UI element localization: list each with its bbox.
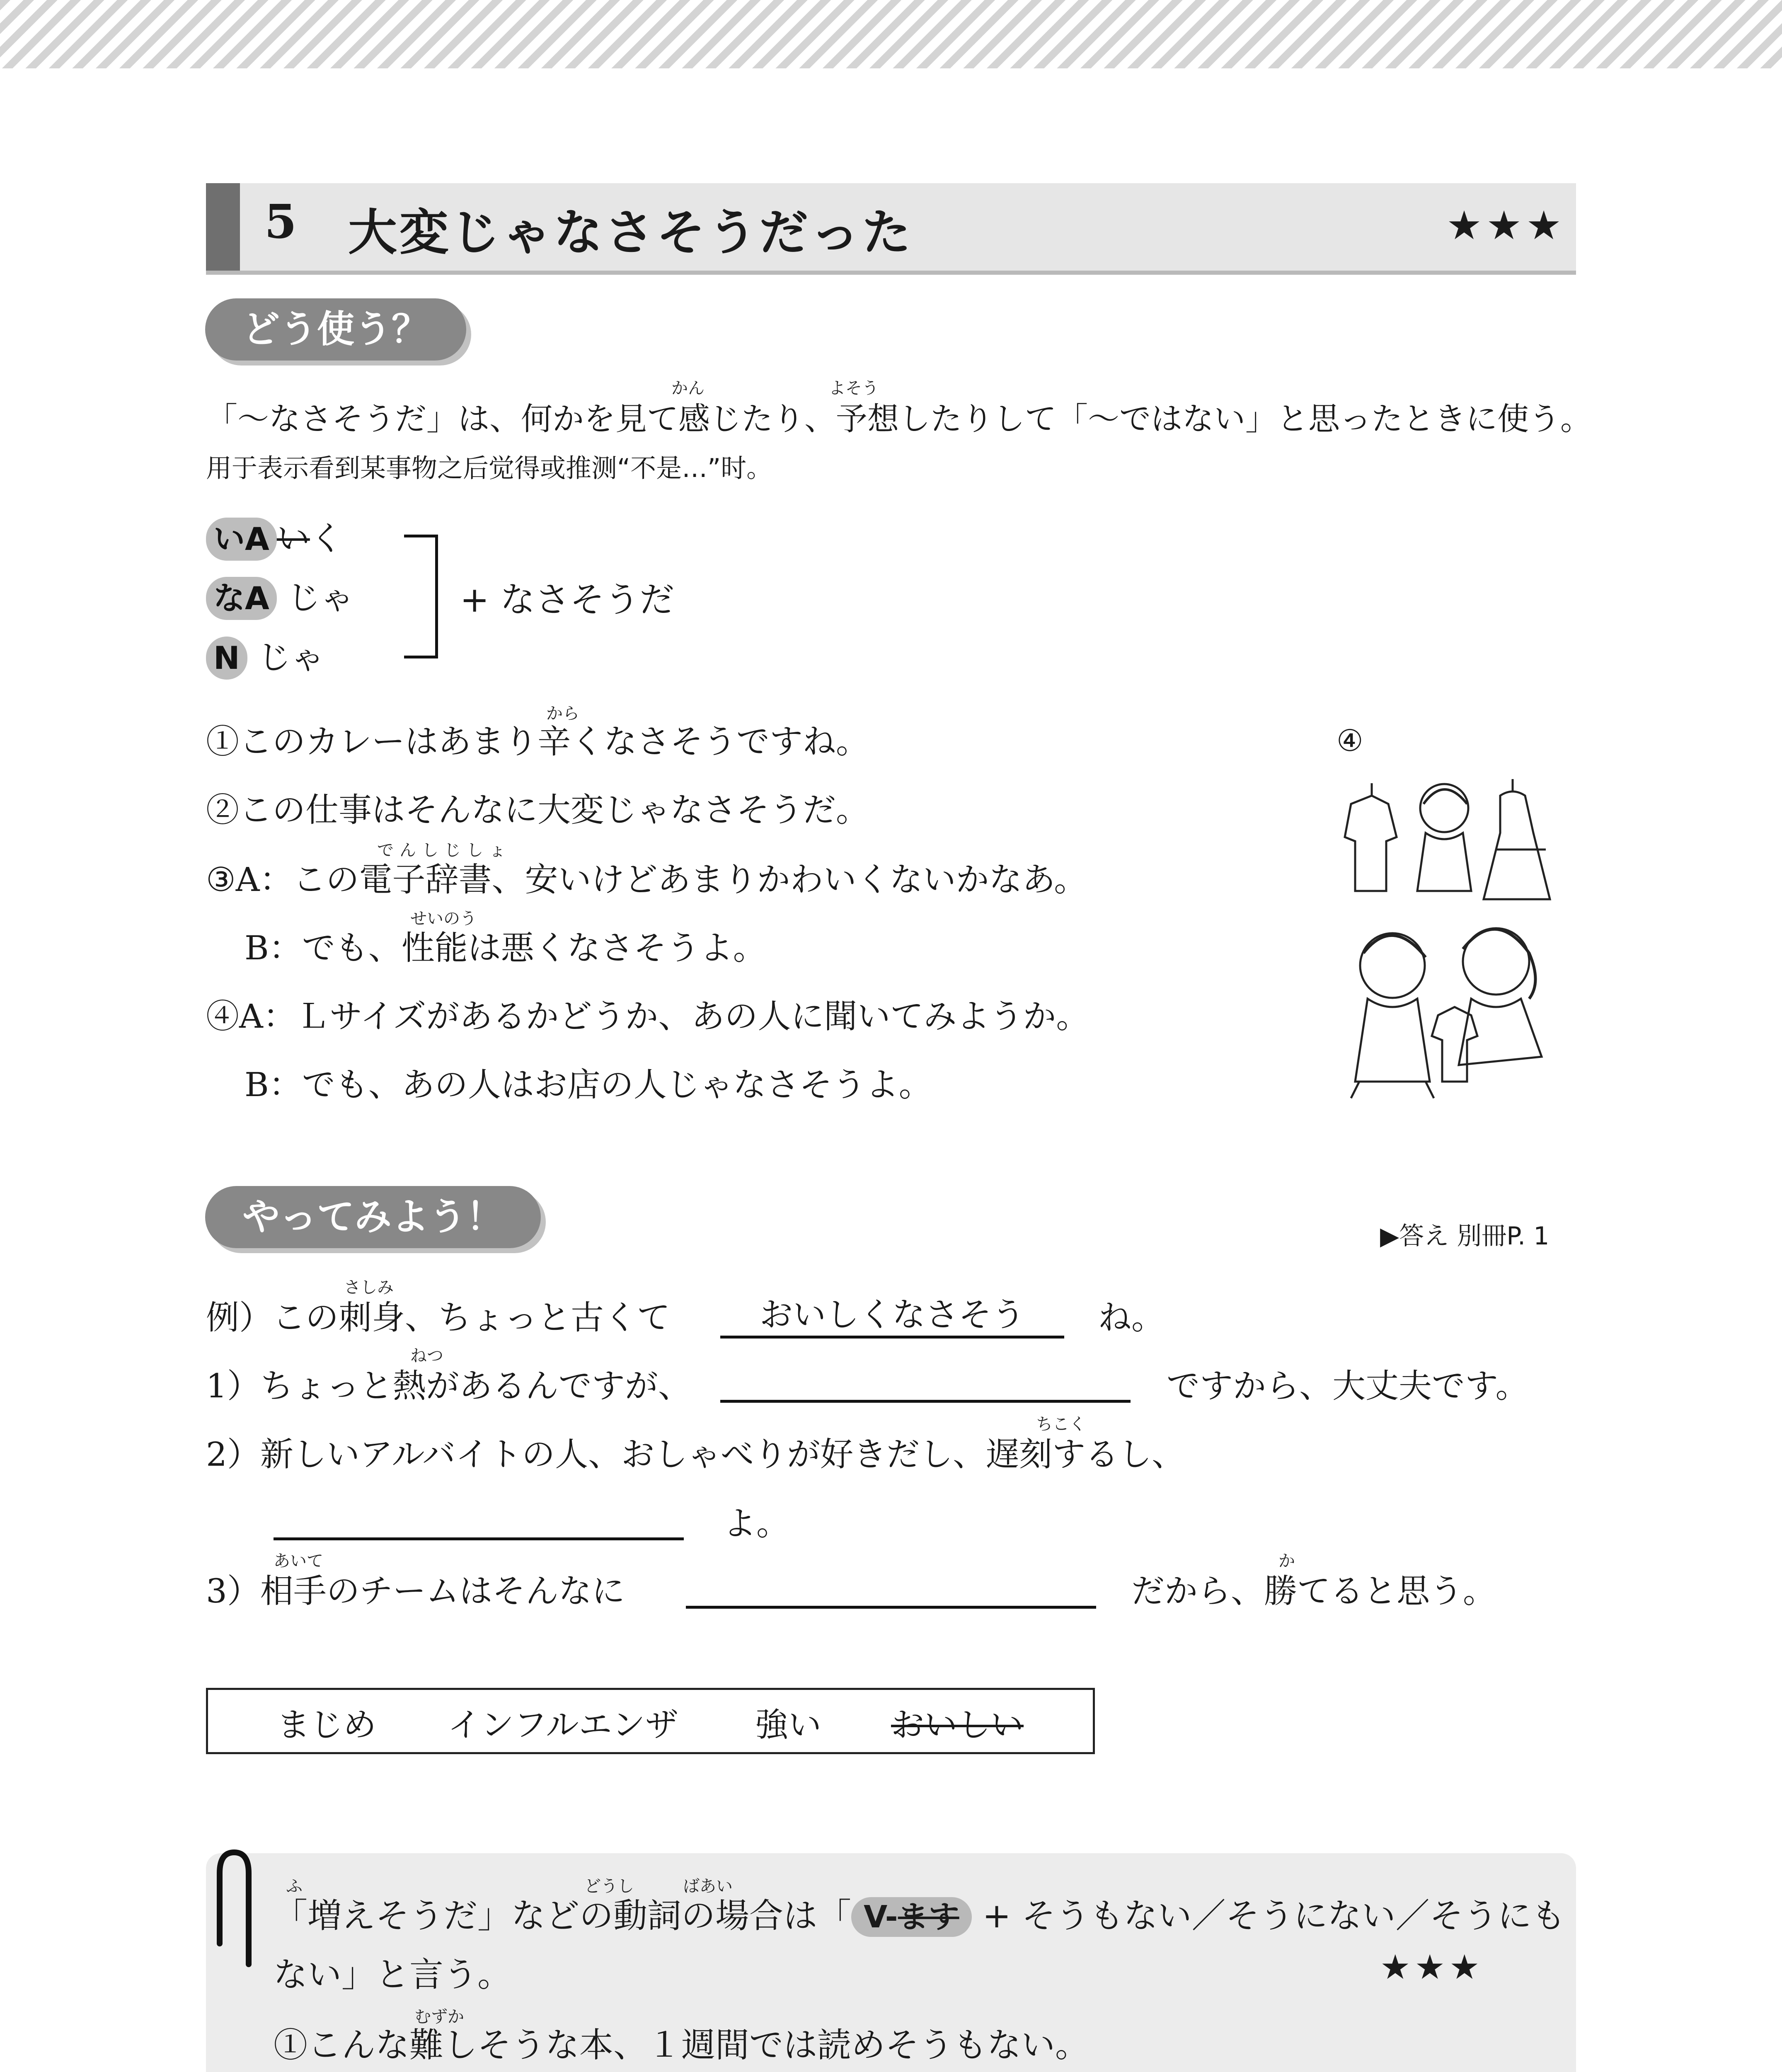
practice-q1-blank[interactable] xyxy=(720,1363,1131,1403)
na-adjective-badge: なA xyxy=(206,577,277,620)
note-stars: ★★★ xyxy=(1380,1948,1484,1987)
word-oishii-used: おいしい xyxy=(891,1706,1024,1744)
verb-badge-v: V- xyxy=(864,1899,898,1935)
furigana-kara: から xyxy=(546,704,579,723)
practice-q2-prefix: 2）新しいアルバイトの人、おしゃべりが好きだし、遅刻するし、 xyxy=(206,1435,1185,1474)
difficulty-stars: ★★★ xyxy=(1446,202,1566,249)
formula-ja: じゃ xyxy=(258,638,324,677)
furigana-chikoku: ちこく xyxy=(1036,1415,1086,1434)
example-1: ①このカレーはあまり辛くなさそうですね。 xyxy=(206,722,869,761)
furigana-doushi: どうし xyxy=(584,1877,634,1896)
example-3a: ③A：この電子辞書、安いけどあまりかわいくないかなあ。 xyxy=(206,860,1087,899)
formula-row-na-adjective xyxy=(206,571,353,620)
verb-badge-masu: ます xyxy=(898,1899,959,1935)
example-4b: B：でも、あの人はお店の人じゃなさそうよ。 xyxy=(245,1065,932,1104)
practice-example-answer: おいしくなさそう xyxy=(720,1288,1064,1339)
title-underline xyxy=(206,271,1576,275)
explanation-chinese: 用于表示看到某事物之后觉得或推测“不是…”时。 xyxy=(206,453,772,483)
word-influenza: インフルエンザ xyxy=(448,1706,678,1744)
formula-row-i-adjective xyxy=(206,512,343,561)
formula-ja: じゃ xyxy=(287,579,354,617)
shopping-women-illustration xyxy=(1334,767,1567,1106)
illustration-label: ④ xyxy=(1336,723,1363,758)
furigana-aite: あいて xyxy=(274,1552,323,1571)
practice-example-suffix: ね。 xyxy=(1098,1298,1165,1337)
note-line-1 xyxy=(274,1889,1565,1937)
practice-example-prefix: 例）この刺身、ちょっと古くて xyxy=(206,1298,670,1337)
practice-q1-suffix: ですから、大丈夫です。 xyxy=(1167,1367,1529,1405)
furigana-yosou: よそう xyxy=(829,379,879,398)
i-adjective-badge: いA xyxy=(206,518,277,561)
note-line-2: ない」と言う。 xyxy=(274,1955,512,1995)
example-2: ②この仕事はそんなに大変じゃなさそうだ。 xyxy=(206,791,869,829)
furigana-netsu: ねつ xyxy=(410,1346,443,1365)
how-to-use-heading: どう使う？ xyxy=(205,298,466,361)
note-line-1-start: 「増えそうだ」などの動詞の場合は「 xyxy=(274,1896,852,1936)
word-majime: まじめ xyxy=(277,1706,376,1744)
practice-q3-blank[interactable] xyxy=(686,1569,1096,1609)
formula-ku: く xyxy=(310,519,343,558)
lesson-title: 大変じゃなさそうだった xyxy=(348,204,914,261)
practice-q3-prefix: 3）相手のチームはそんなに xyxy=(206,1572,625,1610)
lesson-number: 5 xyxy=(264,195,297,249)
formula-bracket xyxy=(404,535,438,658)
note-example-1: ①こんな難しそうな本、１週間では読めそうもない。 xyxy=(274,2026,1090,2065)
formula-result: + なさそうだ xyxy=(460,579,675,620)
verb-masu-badge xyxy=(851,1897,972,1937)
note-line-1-end: + そうもない／そうにない／そうにも xyxy=(982,1896,1566,1936)
furigana-muzuka: むずか xyxy=(414,2007,464,2026)
practice-heading: やってみよう！ xyxy=(205,1186,541,1248)
practice-q1-prefix: 1）ちょっと熱があるんですが、 xyxy=(206,1367,691,1405)
furigana-seinou: せいのう xyxy=(410,909,477,928)
furigana-fu: ふ xyxy=(286,1877,303,1896)
furigana-kan: かん xyxy=(671,379,705,398)
top-stripe-band xyxy=(0,0,1782,68)
practice-q3-suffix: だから、勝てると思う。 xyxy=(1131,1572,1496,1610)
furigana-ka: か xyxy=(1278,1552,1295,1571)
example-3b: B：でも、性能は悪くなさそうよ。 xyxy=(245,929,766,967)
practice-q2-blank[interactable] xyxy=(274,1500,684,1540)
word-tsuyoi: 強い xyxy=(755,1706,821,1744)
example-4a: ④A：Ｌサイズがあるかどうか、あの人に聞いてみようか。 xyxy=(206,997,1090,1036)
furigana-denshijisho: でんしじしょ xyxy=(377,841,511,860)
furigana-sashimi: さしみ xyxy=(344,1278,394,1297)
practice-q2-suffix: よ。 xyxy=(723,1504,789,1543)
explanation-japanese: 「〜なさそうだ」は、何かを見て感じたり、予想したりして「〜ではない」と思ったときに使う。 xyxy=(206,400,1592,437)
answer-reference: ▶答え 別冊P. 1 xyxy=(1380,1222,1550,1251)
paperclip-icon xyxy=(211,1840,274,1973)
struck-i: い xyxy=(276,519,310,558)
furigana-baai: ばあい xyxy=(683,1877,733,1896)
formula-row-noun xyxy=(206,631,324,680)
noun-badge: N xyxy=(206,637,247,680)
title-accent xyxy=(206,183,240,274)
